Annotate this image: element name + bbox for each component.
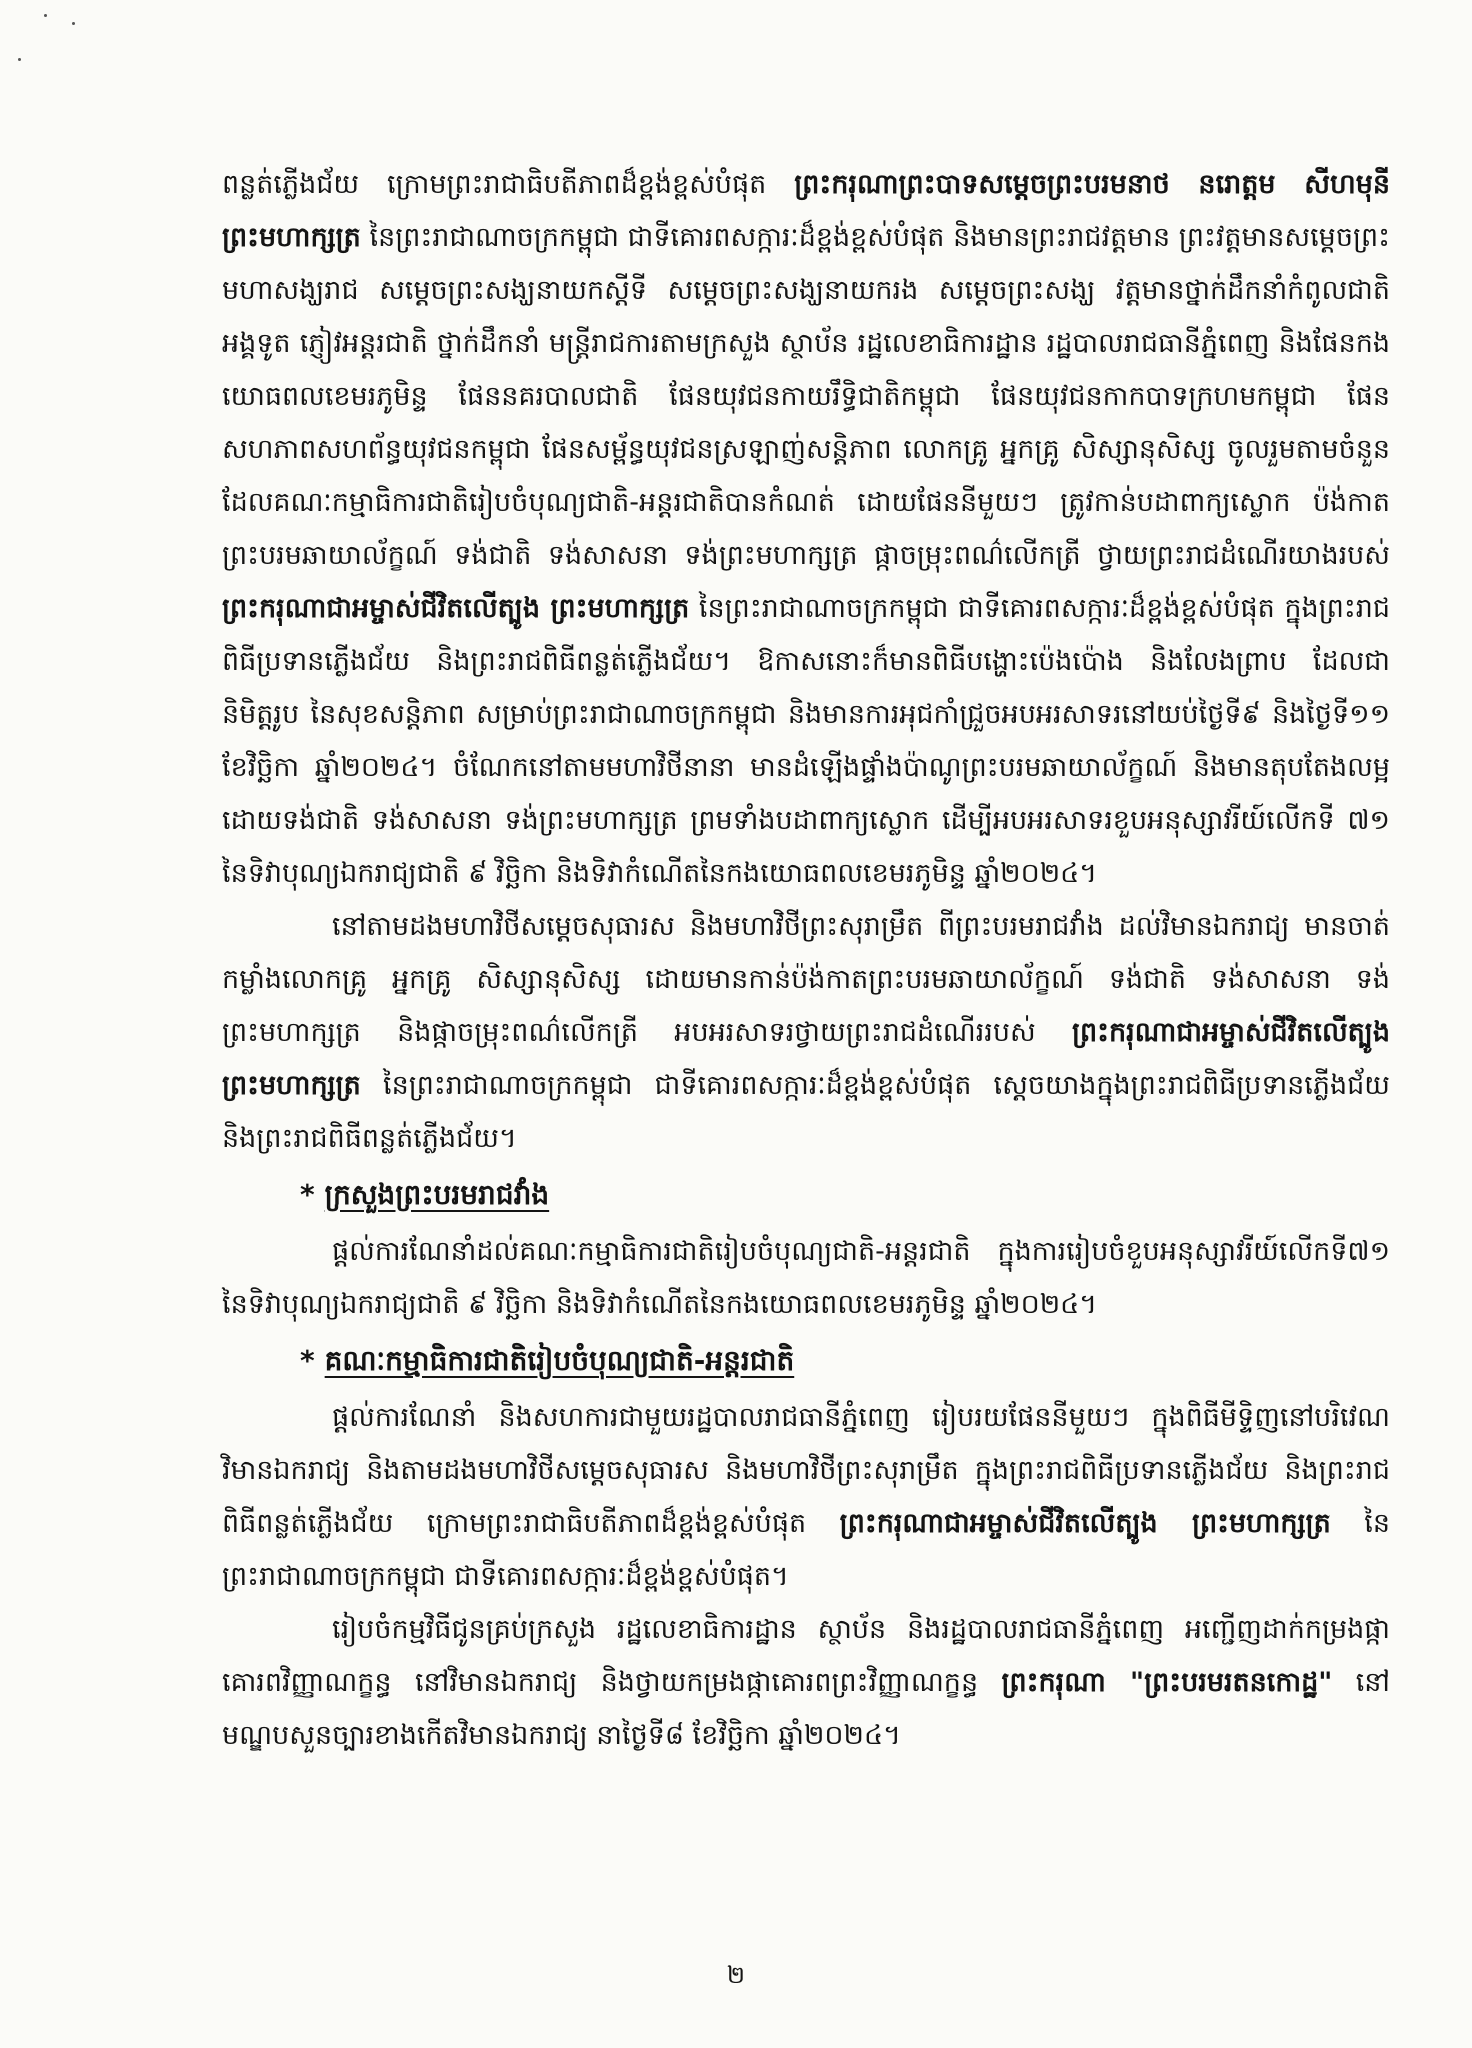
- paragraph-text: នៃព្រះរាជាណាចក្រកម្ពុជា ជាទីគោរពសក្ការៈដ៏ខ្ពង់ខ្ពស់បំផុត ក្នុងព្រះរាជពិធីប្រទានភ្លើងជ័យ និងព្រះរាជពិធីពន្លត់ភ្លើងជ័យ។ ឱកាសនោះក៏មានពិធីបង្ហោះប៉េងប៉ោង និងលែងព្រាប ដែលជានិមិត្តរូប នៃសុខសន្តិភាព សម្រាប់ព្រះរាជាណាចក្រកម្ពុជា និងមានការអុជកាំជ្រួចអបអរសាទរនៅយប់ថ្ងៃទី៩ និងថ្ងៃទី១១ ខែវិច្ឆិកា ឆ្នាំ២០២៤។ ចំណែកនៅតាមមហាវិថីនានា មានដំឡើងផ្ទាំងប៉ាណូព្រះបរមឆាយាល័ក្ខណ៍ និងមានតុបតែងលម្អដោយទង់ជាតិ ទង់សាសនា ទង់ព្រះមហាក្សត្រ ព្រមទាំងបដាពាក្យស្លោក ដើម្បីអបអរសាទរខួបអនុស្សាវរីយ៍លើកទី ៧១ នៃទិវាបុណ្យឯករាជ្យជាតិ ៩ វិច្ឆិកា និងទិវាកំណើតនៃកងយោធពលខេមរភូមិន្ទ ឆ្នាំ២០២៤។: [222, 593, 1390, 889]
- paragraph-3: [222, 1225, 1390, 1331]
- page-number: ២: [726, 1961, 746, 1989]
- heading-text: ក្រសួងព្រះបរមរាជវាំង: [324, 1178, 550, 1211]
- paragraph-text: ផ្តល់ការណែនាំដល់គណៈកម្មាធិការជាតិរៀបចំបុណ្យជាតិ-អន្តរជាតិ ក្នុងការរៀបចំខួបអនុស្សាវរីយ៍លើកទី៧១ នៃទិវាបុណ្យឯករាជ្យជាតិ ៩ វិច្ឆិកា និងទិវាកំណើតនៃកងយោធពលខេមរភូមិន្ទ ឆ្នាំ២០២៤។: [222, 1236, 1390, 1320]
- asterisk-bullet-icon: *: [300, 1344, 315, 1377]
- royal-title-bold: ព្រះករុណា "ព្រះបរមរតនកោដ្ឋ": [1001, 1667, 1333, 1698]
- royal-title-bold: ព្រះករុណាជាអម្ចាស់ជីវិតលើត្បូង ព្រះមហាក្សត្រ: [222, 1017, 1390, 1101]
- scan-speck: [72, 22, 75, 25]
- paragraph-text: ពន្លត់ភ្លើងជ័យ ក្រោមព្រះរាជាធិបតីភាពដ៏ខ្ពង់ខ្ពស់បំផុត: [222, 169, 795, 200]
- document-body: [222, 158, 1390, 1762]
- scan-speck: [44, 14, 47, 17]
- scan-speck: [18, 58, 21, 61]
- royal-title-bold: ព្រះករុណាព្រះបាទសម្តេចព្រះបរមនាថ នរោត្តម សីហមុនី ព្រះមហាក្សត្រ: [222, 169, 1390, 253]
- paragraph-text: នៅមណ្ឌបសួនច្បារខាងកើតវិមានឯករាជ្យ នាថ្ងៃទី៨ ខែវិច្ឆិកា ឆ្នាំ២០២៤។: [222, 1667, 1390, 1751]
- paragraph-text: នៃព្រះរាជាណាចក្រកម្ពុជា ជាទីគោរពសក្ការៈដ៏ខ្ពង់ខ្ពស់បំផុត ស្តេចយាងក្នុងព្រះរាជពិធីប្រទានភ្លើងជ័យ និងព្រះរាជពិធីពន្លត់ភ្លើងជ័យ។: [222, 1070, 1390, 1154]
- paragraph-1: [222, 158, 1390, 900]
- paragraph-text: ផ្តល់ការណែនាំ និងសហការជាមួយរដ្ឋបាលរាជធានីភ្នំពេញ រៀបរយផែននីមួយៗ ក្នុងពិធីមីទ្ទិញនៅបរិវេណវិមានឯករាជ្យ និងតាមដងមហាវិថីសម្តេចសុធារស និងមហាវិថីព្រះសុរាម្រឹត ក្នុងព្រះរាជពិធីប្រទានភ្លើងជ័យ និងព្រះរាជពិធីពន្លត់ភ្លើងជ័យ ក្រោមព្រះរាជាធិបតីភាពដ៏ខ្ពង់ខ្ពស់បំផុត: [222, 1402, 1390, 1539]
- royal-title-bold: ព្រះករុណាជាអម្ចាស់ជីវិតលើត្បូង ព្រះមហាក្សត្រ: [222, 593, 690, 624]
- asterisk-bullet-icon: *: [300, 1178, 315, 1211]
- paragraph-4: [222, 1391, 1390, 1603]
- royal-title-bold: ព្រះករុណាជាអម្ចាស់ជីវិតលើត្បូង ព្រះមហាក្សត្រ: [839, 1508, 1331, 1539]
- paragraph-text: រៀបចំកម្មវិធីជូនគ្រប់ក្រសួង រដ្ឋលេខាធិការដ្ឋាន ស្ថាប័ន និងរដ្ឋបាលរាជធានីភ្នំពេញ អញ្ជើញដាក់កម្រងផ្កាគោរពវិញ្ញាណក្ខន្ធ នៅវិមានឯករាជ្យ និងថ្វាយកម្រងផ្កាគោរពព្រះវិញ្ញាណក្ខន្ធ: [222, 1614, 1390, 1698]
- section-heading-royal-palace-ministry: [222, 1165, 1390, 1225]
- paragraph-2: [222, 900, 1390, 1165]
- paragraph-text: នៅតាមដងមហាវិថីសម្តេចសុធារស និងមហាវិថីព្រះសុរាម្រឹត ពីព្រះបរមរាជវាំង ដល់វិមានឯករាជ្យ មានចាត់កម្លាំងលោកគ្រូ អ្នកគ្រូ សិស្សានុសិស្ស ដោយមានកាន់ប៉ង់កាតព្រះបរមឆាយាល័ក្ខណ៍ ទង់ជាតិ ទង់សាសនា ទង់ព្រះមហាក្សត្រ និងផ្កាចម្រុះពណ៌លើកត្រី អបអរសាទរថ្វាយព្រះរាជដំណើររបស់: [222, 911, 1390, 1048]
- paragraph-5: [222, 1603, 1390, 1762]
- heading-text: គណៈកម្មាធិការជាតិរៀបចំបុណ្យជាតិ-អន្តរជាតិ: [324, 1344, 795, 1377]
- section-heading-national-committee: [222, 1331, 1390, 1391]
- paragraph-text: នៃព្រះរាជាណាចក្រកម្ពុជា ជាទីគោរពសក្ការៈដ៏ខ្ពង់ខ្ពស់បំផុត និងមានព្រះរាជវត្តមាន ព្រះវត្តមានសម្តេចព្រះមហាសង្ឃរាជ សម្តេចព្រះសង្ឃនាយកស្តីទី សម្តេចព្រះសង្ឃនាយករង សម្តេចព្រះសង្ឃ វត្តមានថ្នាក់ដឹកនាំកំពូលជាតិ អង្គទូត ភ្ញៀវអន្តរជាតិ ថ្នាក់ដឹកនាំ មន្ត្រីរាជការតាមក្រសួង ស្ថាប័ន រដ្ឋលេខាធិការដ្ឋាន រដ្ឋបាលរាជធានីភ្នំពេញ និងផែនកងយោធពលខេមរភូមិន្ទ ផែននគរបាលជាតិ ផែនយុវជនកាយរឹទ្ធិជាតិកម្ពុជា ផែនយុវជនកាកបាទក្រហមកម្ពុជា ផែនសហភាពសហព័ន្ធយុវជនកម្ពុជា ផែនសម្ព័ន្ធយុវជនស្រឡាញ់សន្តិភាព លោកគ្រូ អ្នកគ្រូ សិស្សានុសិស្ស ចូលរួមតាមចំនួន ដែលគណៈកម្មាធិការជាតិរៀបចំបុណ្យជាតិ-អន្តរជាតិបានកំណត់ ដោយផែននីមួយៗ ត្រូវកាន់បដាពាក្យស្លោក ប៉ង់កាតព្រះបរមឆាយាល័ក្ខណ៍ ទង់ជាតិ ទង់សាសនា ទង់ព្រះមហាក្សត្រ ផ្កាចម្រុះពណ៌លើកត្រី ថ្វាយព្រះរាជដំណើរយាងរបស់: [222, 222, 1390, 571]
- paragraph-text: នៃព្រះរាជាណាចក្រកម្ពុជា ជាទីគោរពសក្ការៈដ៏ខ្ពង់ខ្ពស់បំផុត។: [222, 1508, 1390, 1592]
